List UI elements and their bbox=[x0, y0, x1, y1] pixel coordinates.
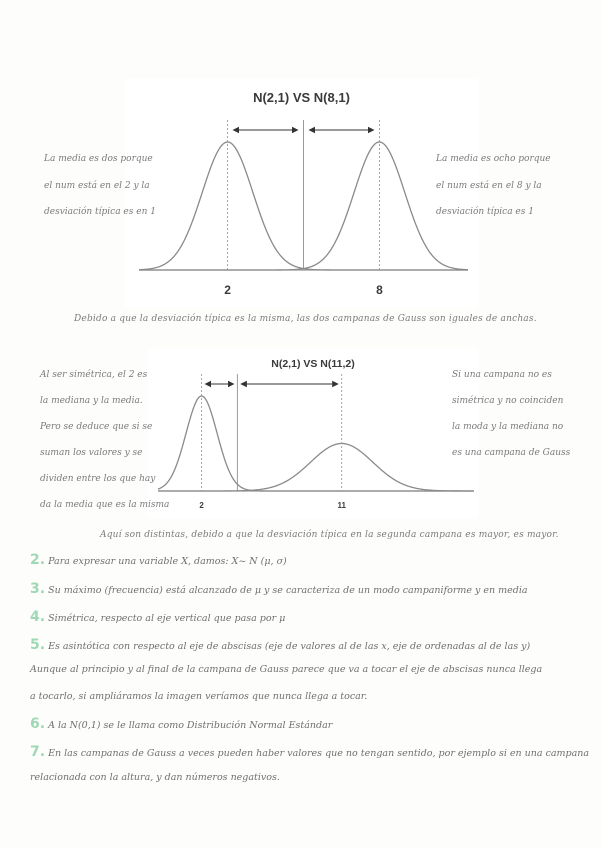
figure-1 bbox=[125, 78, 478, 308]
figure-1-title: N(2,1) VS N(8,1) bbox=[253, 90, 350, 105]
tick-label-2: 2 bbox=[224, 283, 231, 297]
point-7-continued: relacionada con la altura, y dan números negativos. bbox=[30, 772, 280, 783]
note-line: Al ser simétrica, el 2 es bbox=[40, 370, 148, 380]
point-6: 6. A la N(0,1) se le llama como Distribución Normal Estándar bbox=[30, 716, 333, 732]
figure-2-left-note bbox=[40, 362, 169, 518]
tick-label-2: 2 bbox=[199, 501, 204, 510]
curve-N(2,1) bbox=[158, 396, 474, 491]
note-line: el num está en el 2 y la bbox=[44, 180, 150, 191]
note-line: suman los valores y se bbox=[40, 448, 143, 458]
figure-2-caption: Aquí son distintas, debido a que la desviación típica en la segunda campana es mayor, es mayor. bbox=[100, 530, 559, 540]
point-4: 4. Simétrica, respecto al eje vertical que pasa por μ bbox=[30, 609, 286, 625]
point-5-continued: a tocarlo, si ampliáramos la imagen veríamos que nunca llega a tocar. bbox=[30, 691, 368, 702]
point-3: 3. Su máximo (frecuencia) está alcanzado de μ y se caracteriza de un modo campaniforme y en media bbox=[30, 581, 528, 597]
note-line: desviación típica es en 1 bbox=[44, 207, 156, 217]
note-line: simétrica y no coinciden bbox=[452, 396, 564, 406]
point-2: 2. Para expresar una variable X, damos: X~ N (μ, σ) bbox=[30, 552, 287, 568]
figure-2-title: N(2,1) VS N(11,2) bbox=[271, 358, 355, 370]
note-line: La media es ocho porque bbox=[436, 154, 551, 164]
point-7: 7. En las campanas de Gauss a veces pueden haber valores que no tengan sentido, por ejemplo si en una campana bbox=[30, 744, 590, 760]
note-line: la moda y la mediana no bbox=[452, 422, 564, 432]
figure-1-chart bbox=[125, 78, 478, 308]
figure-1-caption: Debido a que la desviación típica es la misma, las dos campanas de Gauss son iguales de anchas. bbox=[74, 314, 537, 324]
tick-label-8: 8 bbox=[376, 283, 383, 297]
curve-N(11,2) bbox=[158, 444, 474, 492]
note-line: desviación típica es 1 bbox=[436, 207, 534, 217]
note-line: dividen entre los que hay bbox=[40, 474, 156, 484]
point-5-continued: Aunque al principio y al final de la campana de Gauss parece que va a tocar el eje de abscisas nunca llega bbox=[30, 664, 543, 675]
figure-2-right-note bbox=[452, 362, 570, 466]
note-line: da la media que es la misma bbox=[40, 500, 170, 510]
note-line: es una campana de Gauss bbox=[452, 448, 571, 458]
point-5: 5. Es asintótica con respecto al eje de abscisas (eje de valores al de las x, eje de ordenadas al de las y) bbox=[30, 637, 531, 653]
figure-1-right-note bbox=[436, 146, 551, 226]
figure-1-left-note bbox=[44, 146, 156, 226]
note-line: Si una campana no es bbox=[452, 370, 552, 380]
tick-label-11: 11 bbox=[337, 501, 346, 510]
note-line: la mediana y la media. bbox=[40, 396, 143, 406]
note-line: Pero se deduce que si se bbox=[40, 422, 153, 432]
note-line: La media es dos porque bbox=[44, 154, 153, 164]
note-line: el num está en el 8 y la bbox=[436, 180, 542, 191]
figure-2 bbox=[148, 348, 478, 518]
figure-2-chart bbox=[148, 348, 478, 518]
